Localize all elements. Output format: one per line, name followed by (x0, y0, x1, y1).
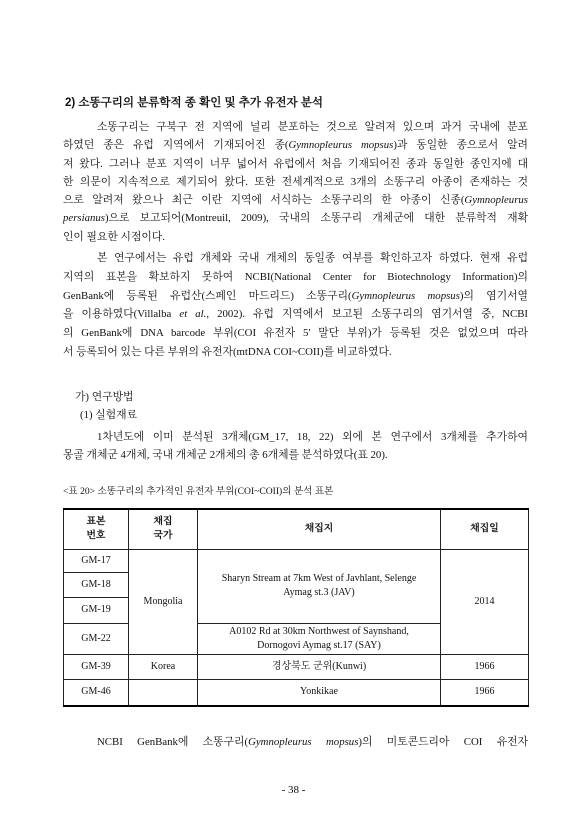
header-collection-date: 채집일 (441, 509, 529, 549)
paragraph-line (63, 428, 528, 446)
paragraph-line (63, 305, 528, 324)
locality-cell (198, 623, 441, 654)
text-segment: 한 의문이 지속적으로 제기되어 왔다. 또한 전세계적으로 3개의 소똥구리 아종이 존재하는 것 (63, 175, 528, 188)
specimen-id-cell: GM-19 (64, 597, 129, 623)
text-segment: )으로 보고되어(Montreuil, 2009), 국내의 소똥구리 개체군에 대한 분류학적 재확 (105, 212, 528, 225)
paragraph-line (63, 173, 528, 191)
specimen-id-cell: GM-17 (64, 549, 129, 572)
species-name: persianus (63, 212, 105, 225)
paragraph-line (63, 287, 528, 306)
country-cell-empty (129, 679, 198, 706)
text-segment: 본 연구에서는 유럽 개체와 국내 개체의 동일종 여부를 확인하고자 하였다. 현재 유럽 (97, 252, 528, 264)
paragraph-line (63, 155, 528, 173)
table-header-row (64, 509, 529, 549)
citation-et-al: et al. (179, 308, 207, 321)
header-text: 표본 (86, 516, 106, 528)
page-number: - 38 - (281, 784, 306, 796)
paragraph-line (63, 136, 528, 154)
text-segment: 하였던 종은 유럽 지역에서 기재되어진 종( (63, 139, 289, 152)
paragraph-line (63, 446, 528, 464)
locality-line: Dornogovi Aymag st.17 (SAY) (257, 639, 381, 651)
specimen-id-cell: GM-39 (64, 654, 129, 679)
date-cell: 1966 (441, 654, 529, 679)
paragraph-2 (63, 249, 528, 362)
table-row (64, 654, 529, 679)
text-segment: 져 왔다. 그러나 분포 지역이 너무 넓어서 유럽에서 처음 기재되어진 종과 동일한 종인지에 대 (63, 157, 528, 170)
paragraph-line (63, 118, 528, 136)
paragraph-line (63, 249, 528, 268)
locality-cell: 경상북도 군위(Kunwi) (198, 654, 441, 679)
text-segment: 인이 필요한 시점이다. (63, 230, 165, 243)
table-row (64, 679, 529, 706)
methods-heading: 가) 연구방법 (75, 391, 134, 403)
section-heading: 2) 소똥구리의 분류학적 종 확인 및 추가 유전자 분석 (65, 97, 323, 109)
locality-line: Aymag st.3 (JAV) (283, 587, 355, 598)
text-segment: 의 GenBank에 DNA barcode 부위(COI 유전자 5' 말단 부위)가 등록된 것은 없었으며 따라 (63, 327, 528, 340)
paragraph-line (63, 733, 528, 751)
text-segment: 소똥구리는 구북구 전 지역에 널리 분포하는 것으로 알려져 있으며 과거 국내에 분포 (97, 121, 528, 133)
paragraph-1 (63, 118, 528, 246)
species-name: Gymnopleurus (464, 194, 528, 207)
header-text: 채집 (153, 516, 173, 528)
locality-line: A0102 Rd at 30km Northwest of Saynshand, (229, 625, 409, 637)
text-segment: )의 미토콘드리아 COI 유전자 (358, 736, 528, 748)
text-segment: 지역의 표본을 확보하지 못하여 NCBI(National Center for Biotechnology Information)의 (63, 270, 528, 283)
locality-line: Sharyn Stream at 7km West of Javhlant, Selenge (221, 573, 417, 584)
country-cell: Korea (129, 654, 198, 679)
specimen-id-cell: GM-22 (64, 623, 129, 654)
locality-cell (198, 549, 441, 623)
text-segment: NCBI GenBank에 소똥구리( (97, 736, 249, 748)
materials-paragraph (63, 428, 528, 464)
header-text: 국가 (153, 530, 173, 542)
specimen-table (63, 508, 529, 707)
header-collection-locality: 채집지 (198, 509, 441, 549)
date-cell: 2014 (441, 549, 529, 654)
country-cell: Mongolia (129, 549, 198, 654)
materials-heading: (1) 실험재료 (80, 409, 138, 421)
text-segment: 서 등록되어 있는 다른 부위의 유전자(mtDNA COI~COII)를 비교하였다. (63, 345, 392, 358)
specimen-id-cell: GM-46 (64, 679, 129, 706)
text-segment: 을 이용하였다(Villalba (63, 308, 180, 321)
species-name: Gymnopleurus mopsus (248, 736, 359, 748)
text-segment: )의 염기서열 (459, 289, 528, 302)
header-text: 번호 (86, 530, 106, 542)
species-name: Gymnopleurus mopsus (288, 139, 394, 152)
paragraph-line (63, 228, 528, 246)
table-caption: <표 20> 소똥구리의 추가적인 유전자 부위(COI~COII)의 분석 표본 (63, 486, 334, 497)
locality-cell: Yonkikae (198, 679, 441, 706)
closing-paragraph (63, 733, 528, 751)
paragraph-line (63, 343, 528, 362)
paragraph-line (63, 191, 528, 209)
paragraph-line (63, 324, 528, 343)
table-row (64, 549, 529, 572)
paragraph-line (63, 268, 528, 287)
text-segment: )과 동일한 종으로서 알려 (393, 139, 528, 152)
date-cell: 1966 (441, 679, 529, 706)
text-segment: GenBank에 등록된 유럽산(스페인 마드리드) 소똥구리( (63, 289, 352, 302)
specimen-id-cell: GM-18 (64, 572, 129, 597)
text-segment: 몽골 개체군 4개체, 국내 개체군 2개체의 총 6개체를 분석하였다(표 20). (63, 449, 388, 461)
text-segment: 1차년도에 이미 분석된 3개체(GM_17, 18, 22) 외에 본 연구에서 3개체를 추가하여 (97, 431, 528, 443)
paragraph-line (63, 209, 528, 227)
species-name: Gymnopleurus mopsus (351, 289, 460, 302)
text-segment: 으로 알려져 왔으나 최근 이란 지역에 서식하는 소똥구리의 한 아종이 신종( (63, 194, 465, 207)
header-specimen-number (64, 509, 129, 549)
header-collection-country (129, 509, 198, 549)
text-segment: , 2002). 유럽 지역에서 보고된 소똥구리의 염기서열 중, NCBI (206, 308, 529, 321)
